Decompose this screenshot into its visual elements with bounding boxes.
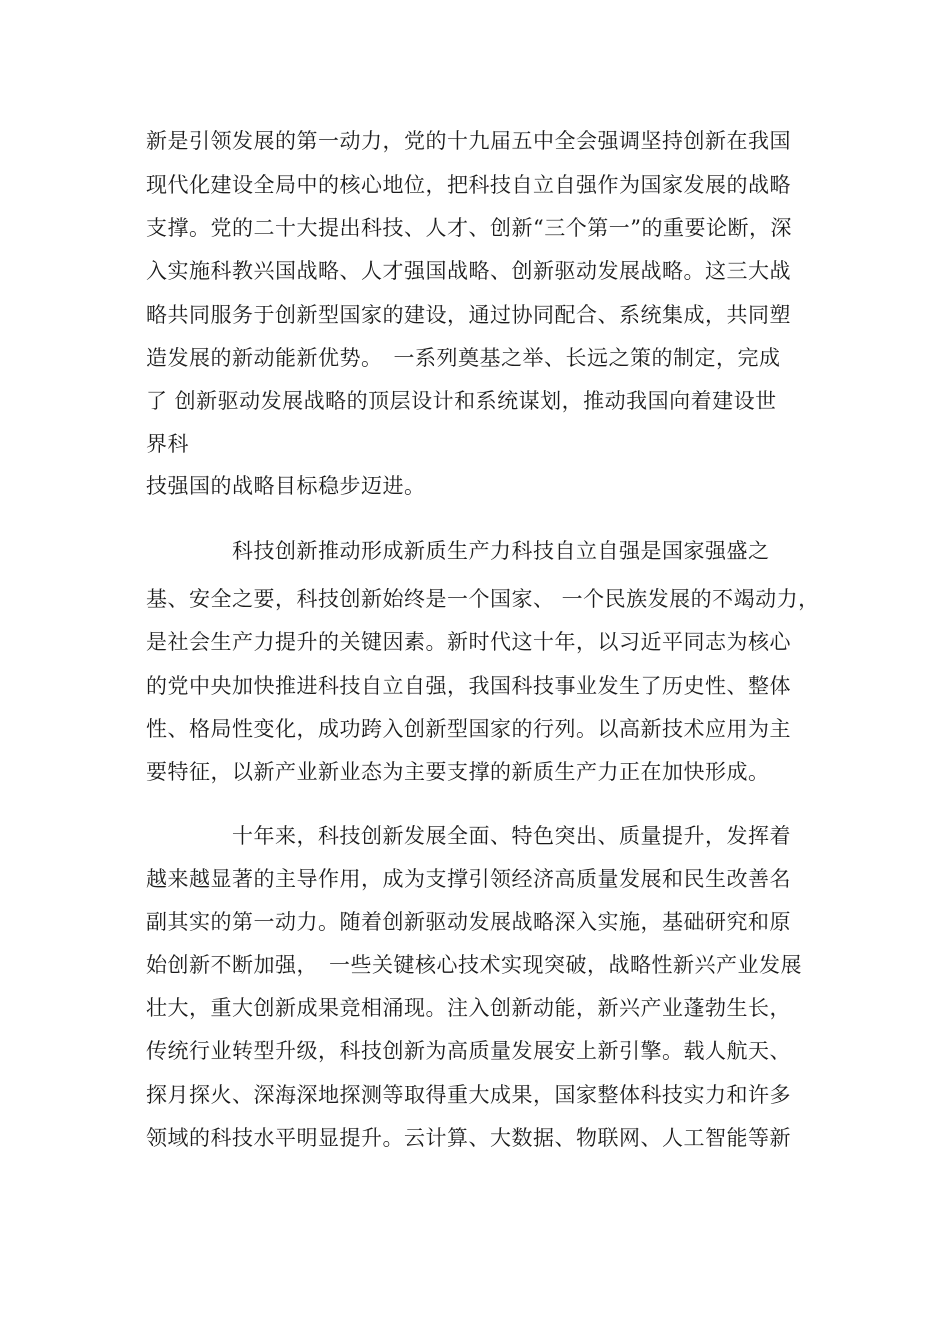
paragraph-first-line: 科技创新推动形成新质生产力科技自立自强是国家强盛之	[232, 539, 770, 563]
text-line: 技强国的战略目标稳步迈进。	[146, 474, 426, 498]
text-line: 是社会生产力提升的关键因素。新时代这十年，以习近平同志为核心	[146, 630, 791, 654]
text-line: 副其实的第一动力。随着创新驱动发展战略深入实施，基础研究和原	[146, 910, 791, 934]
text-line: 基、安全之要，科技创新始终是一个国家、 一个民族发展的不竭动力，	[146, 587, 820, 611]
text-line: 始创新不断加强， 一些关键核心技术实现突破，战略性新兴产业发展	[146, 953, 802, 977]
text-line: 传统行业转型升级，科技创新为高质量发展安上新引擎。载人航天、	[146, 1039, 791, 1063]
text-line: 略共同服务于创新型国家的建设，通过协同配合、系统集成，共同塑	[146, 303, 791, 327]
paragraph-first-line: 十年来，科技创新发展全面、特色突出、质量提升，发挥着	[232, 824, 791, 848]
text-line: 造发展的新动能新优势。 一系列奠基之举、长远之策的制定，完成	[146, 346, 781, 370]
text-line: 探月探火、深海深地探测等取得重大成果，国家整体科技实力和许多	[146, 1083, 791, 1107]
text-line: 入实施科教兴国战略、人才强国战略、创新驱动发展战略。这三大战	[146, 259, 791, 283]
text-line: 领域的科技水平明显提升。云计算、大数据、物联网、人工智能等新	[146, 1126, 791, 1150]
text-line: 支撑。党的二十大提出科技、人才、创新“三个第一”的重要论断，深	[146, 216, 792, 240]
text-line: 壮大，重大创新成果竞相涌现。注入创新动能，新兴产业蓬勃生长，	[146, 996, 791, 1020]
text-line: 性、格局性变化，成功跨入创新型国家的行列。以高新技术应用为主	[146, 717, 791, 741]
text-line: 的党中央加快推进科技自立自强，我国科技事业发生了历史性、整体	[146, 674, 791, 698]
text-line: 新是引领发展的第一动力，党的十九届五中全会强调坚持创新在我国	[146, 129, 791, 153]
text-line: 越来越显著的主导作用，成为支撑引领经济高质量发展和民生改善名	[146, 867, 791, 891]
text-line: 界科	[146, 432, 189, 456]
text-line: 了 创新驱动发展战略的顶层设计和系统谋划，推动我国向着建设世	[146, 389, 777, 413]
text-line: 要特征，以新产业新业态为主要支撑的新质生产力正在加快形成。	[146, 760, 770, 784]
text-line: 现代化建设全局中的核心地位，把科技自立自强作为国家发展的战略	[146, 173, 791, 197]
